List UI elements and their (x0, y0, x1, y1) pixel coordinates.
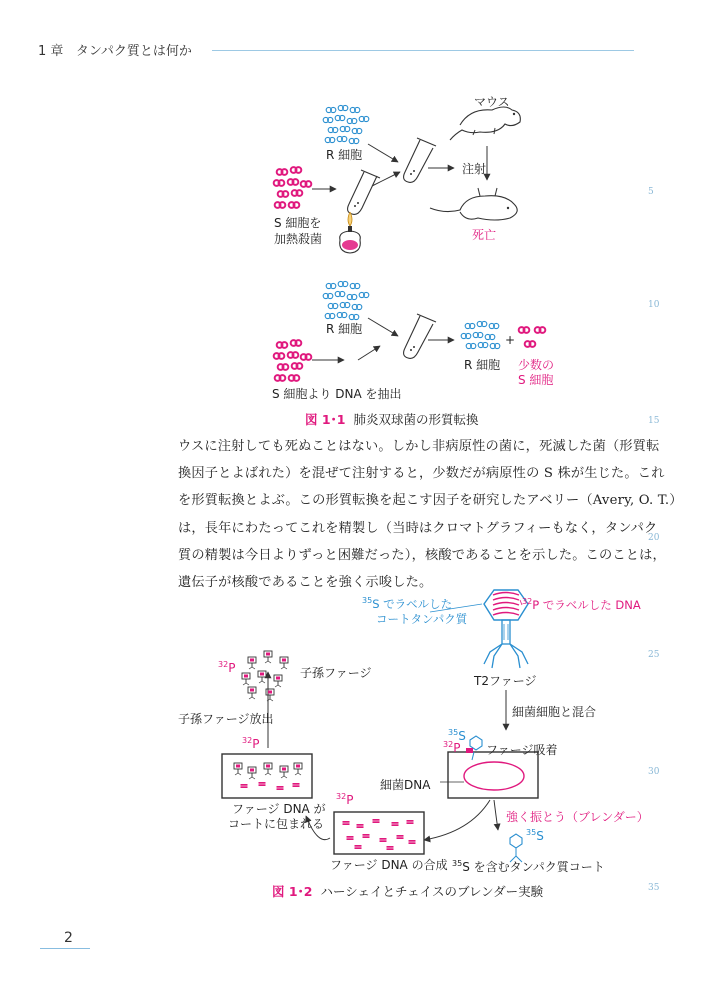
mouse-label: マウス (474, 95, 510, 109)
death-label: 死亡 (472, 228, 497, 242)
body-line: を形質転換とよぶ。この形質転換を起こす因子を研究したアベリー（Avery, O. T.） (178, 493, 683, 509)
body-line: 換因子とよばれた）を混ぜて注射すると，少数だが病原性の S 株が生じた。これ (178, 466, 665, 482)
test-tube-mix-2 (404, 314, 436, 358)
progeny-phages (242, 651, 288, 701)
coat-label: $^{35}$S を含むタンパク質コート (452, 859, 605, 874)
bacterial-dna-label: 細菌DNA (380, 778, 431, 792)
body-line: は，長年にわたってこれを精製し（当時はクロマトグラフィーもなく，タンパク (178, 520, 658, 536)
figure1-title: 肺炎双球菌の形質転換 (353, 412, 479, 427)
mouse-alive-icon (450, 107, 520, 140)
few-s-label-line1: 少数の (518, 358, 555, 372)
figure1-number: 図 1･1 (305, 412, 346, 427)
figure2-number: 図 1･2 (272, 884, 313, 899)
line-number: 15 (648, 416, 660, 426)
plus-sign: + (505, 333, 516, 347)
r-cell-cluster-2 (323, 281, 369, 319)
package-label-line1: ファージ DNA が (232, 802, 326, 816)
figure2-title: ハーシェイとチェイスのブレンダー実験 (320, 884, 544, 899)
s35-adsorb-label: $^{35}$S (448, 728, 466, 743)
line-number: 20 (648, 533, 660, 543)
test-tube-mix (404, 138, 436, 182)
s-cell-label-line1: S 細胞を (274, 216, 322, 230)
bacterium-synthesis (334, 812, 424, 854)
s35-free-label: $^{35}$S (526, 828, 544, 843)
test-tube-heating (348, 170, 380, 214)
line-number: 10 (648, 300, 660, 310)
line-number: 25 (648, 650, 660, 660)
r-cell-label-2: R 細胞 (326, 322, 363, 336)
chapter-title: タンパク質とは何か (75, 44, 192, 59)
s-cell-cluster (274, 167, 312, 208)
few-s-label-line2: S 細胞 (518, 373, 554, 387)
s35-coat-label-line1: $^{35}$S でラベルした (362, 596, 453, 611)
burner-icon (340, 212, 361, 253)
p32-progeny-label: $^{32}$P (218, 660, 236, 675)
synthesis-label: ファージ DNA の合成 (330, 858, 448, 872)
bacterium-packaging (222, 754, 312, 798)
p32-dna-label: $^{32}$P でラベルした DNA (522, 597, 641, 612)
mouse-dead-icon (430, 188, 517, 220)
body-line: 質の精製は今日よりずっと困難だった），核酸であることを示した。このことは， (178, 547, 666, 563)
line-number: 5 (648, 187, 654, 197)
body-line: 遺伝子が核酸であることを強く示唆した。 (178, 575, 433, 591)
p32-synthesis-label: $^{32}$P (336, 792, 354, 807)
line-number: 30 (648, 767, 660, 777)
t2-label: T2ファージ (474, 674, 537, 688)
mix-label: 細菌細胞と混合 (512, 705, 597, 719)
release-label: 子孫ファージ放出 (178, 712, 274, 726)
page-number: 2 (64, 930, 73, 946)
s-cell-label-line2: 加熱殺菌 (274, 232, 323, 246)
r-cell-result-cluster (461, 321, 500, 348)
inject-label: 注射 (462, 162, 487, 176)
figure1-caption (305, 410, 478, 428)
r-cell-result-label: R 細胞 (464, 358, 501, 372)
p32-package-label: $^{32}$P (242, 736, 260, 751)
line-number: 35 (648, 883, 660, 893)
figure2-caption (272, 882, 543, 900)
r-cell-label: R 細胞 (326, 148, 363, 162)
s35-coat-label-line2: コートタンパク質 (376, 612, 468, 626)
p32-adsorb-label: $^{32}$P (443, 740, 461, 755)
blend-label: 強く振とう（ブレンダー） (506, 810, 649, 824)
s-cell-cluster-2 (274, 340, 312, 381)
chapter-number: 1 章 (38, 44, 64, 59)
r-cell-cluster (323, 105, 369, 143)
s-extract-label: S 細胞より DNA を抽出 (272, 387, 402, 401)
adsorb-label: ファージ吸着 (486, 743, 558, 757)
few-s-cells (519, 327, 546, 347)
progeny-label: 子孫ファージ (300, 666, 372, 680)
body-line: ウスに注射しても死ぬことはない。しかし非病原性の菌に，死滅した菌（形質転 (178, 439, 660, 454)
package-label-line2: コートに包まれる (228, 817, 325, 831)
page-number-rule (40, 948, 90, 949)
